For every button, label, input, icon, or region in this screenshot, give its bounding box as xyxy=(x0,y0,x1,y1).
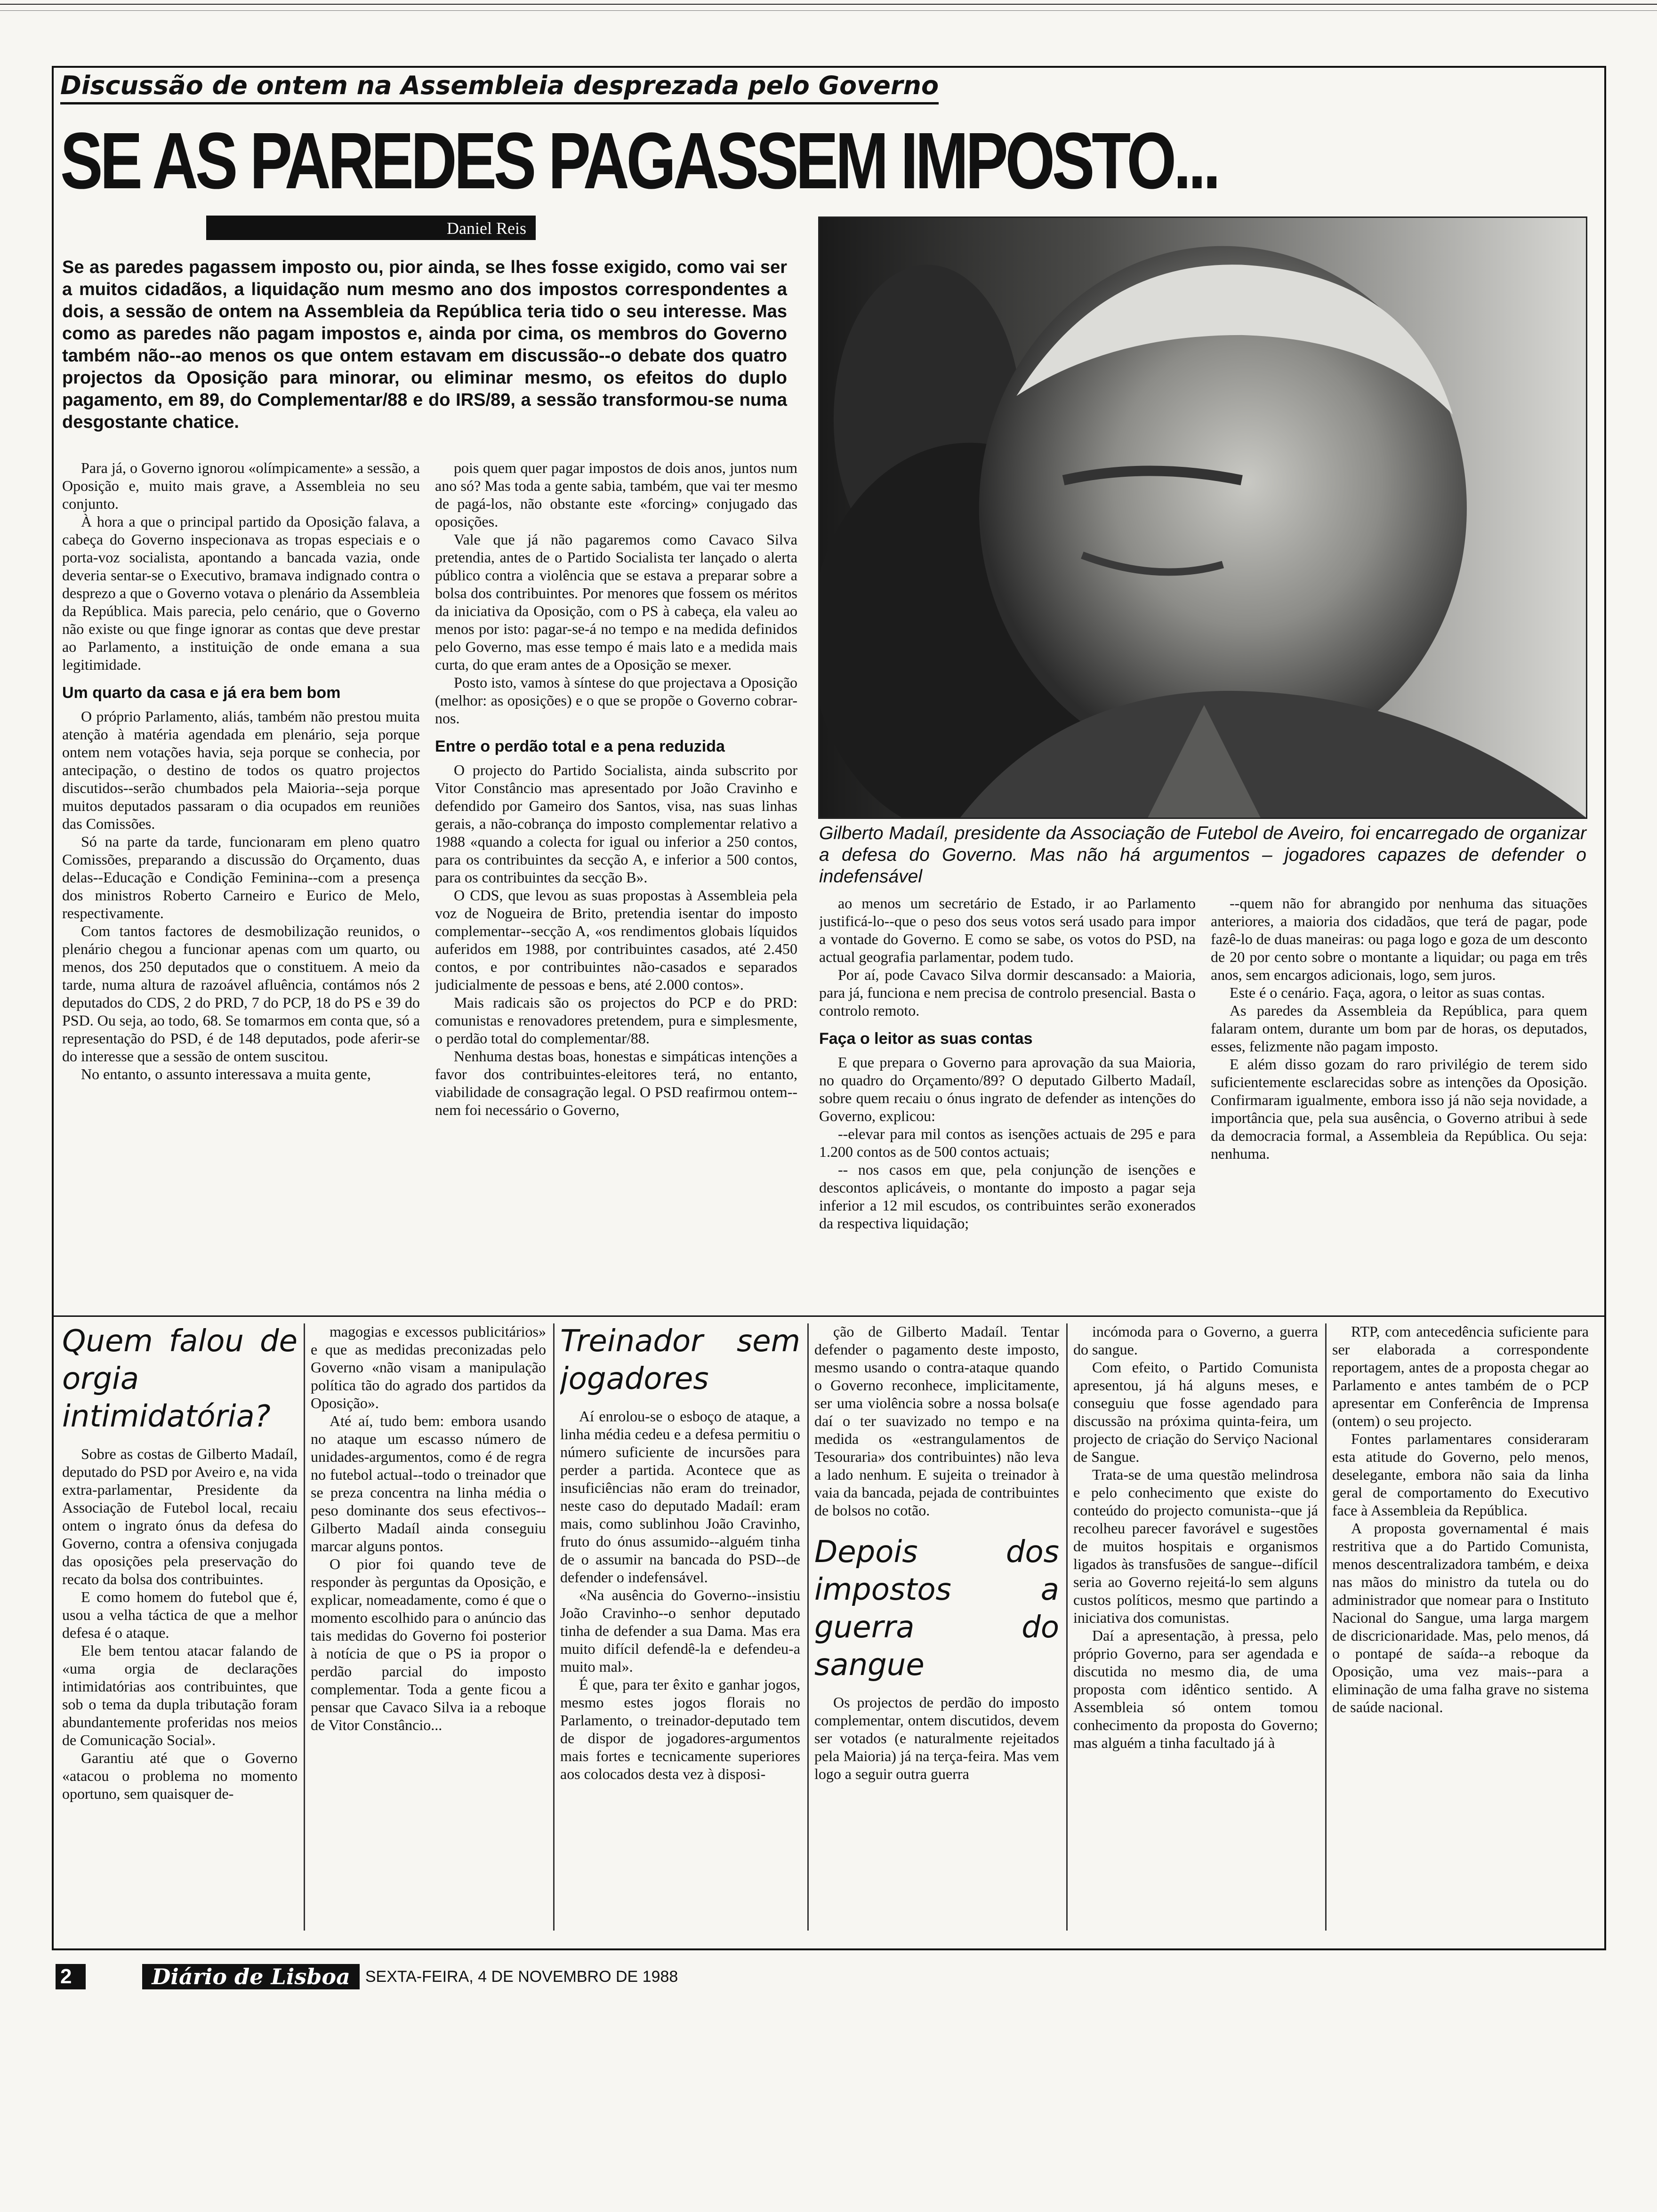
subheading: Um quarto da casa e já era bem bom xyxy=(62,684,341,702)
column-rule xyxy=(807,1323,809,1931)
paragraph: O CDS, que levou as suas propostas à Assembleia pela voz de Nogueira de Brito, pretendia isentar do imposto complementar--secção A, «os rendimentos globais líquidos auferidos em 1988, por contribuintes casados, até 2.450 contos, e por contribuintes não-casados e separados judicialmente de pessoas e bens, até 2.000 contos». xyxy=(435,887,797,993)
paragraph: Fontes parlamentares consideraram esta atitude do Governo, pelo menos, deselegante, embora não saia da linha geral de comportamento do Executivo face à Assembleia da República. xyxy=(1332,1430,1589,1519)
sidebar-column-3 xyxy=(560,1322,800,1934)
lead-paragraph: Se as paredes pagassem imposto ou, pior ainda, se lhes fosse exigido, como vai ser a muitos cidadãos, a liquidação num mesmo ano dos impostos correspondentes a dois, a sessão de ontem na Assembleia da República teria tido o seu interesse. Mas como as paredes não pagam impostos e, ainda por cima, os membros do Governo também não--ao menos os que ontem estavam em discussão--o debate dos quatro projectos da Oposição para minorar, ou eliminar mesmo, os efeitos do duplo pagamento, em 89, do Complementar/88 e do IRS/89, a sessão transformou-se numa desgostante chatice. xyxy=(62,257,787,432)
paragraph: E como homem do futebol que é, usou a velha táctica de que a melhor defesa é o ataque. xyxy=(62,1588,298,1641)
paragraph: E além disso gozam do raro privilégio de terem sido suficientemente esclarecidas sobre as intenções da Oposição. Confirmaram igualmente, embora isso já não seja novidade, a importância que, pela sua ausência, o Governo atribui à sede da democracia formal, a Assembleia da República. Ou seja: nenhuma. xyxy=(1211,1056,1587,1162)
article-column-2 xyxy=(435,459,797,1306)
photo-caption: Gilberto Madaíl, presidente da Associação de Futebol de Aveiro, foi encarregado de organizar a defesa do Governo. Mas não há argumentos – jogadores capazes de defender o indefensável xyxy=(819,823,1586,887)
paragraph: É que, para ter êxito e ganhar jogos, mesmo estes jogos florais no Parlamento, o treinador-deputado tem de dispor de jogadores-argumentos mais fortes e tecnicamente superiores aos colocados desta vez à disposi- xyxy=(560,1676,800,1782)
sidebar-title: Quem falou de orgia intimidatória? xyxy=(62,1324,298,1434)
paragraph: Vale que já não pagaremos como Cavaco Silva pretendia, antes de o Partido Socialista ter lançado o alerta público contra a violência que se estava a preparar sobre a bolsa dos contribuintes. Por menores que fossem os méritos da iniciativa da Oposição, com o PS à cabeça, ela valeu ao menos por isto: pagar-se-á no tempo e na medida definidos pelo Governo, mas esse tempo é mais lato e a medida mais curta, do que eram antes de a Oposição se mexer. xyxy=(435,531,797,673)
paragraph: Este é o cenário. Faça, agora, o leitor as suas contas. xyxy=(1230,984,1545,1001)
paragraph: RTP, com antecedência suficiente para ser elaborada a correspondente reportagem, antes de a proposta chegar ao Parlamento e antes também de o PCP apresentar em Conferência de Imprensa (ontem) o seu projecto. xyxy=(1332,1323,1589,1429)
paragraph: Daí a apresentação, à pressa, pelo próprio Governo, para ser agendada e discutida no mesmo dia, de uma proposta com idêntico sentido. A Assembleia só ontem tomou conhecimento da proposta do Governo; mas alguém a tinha facultado já à xyxy=(1073,1627,1318,1751)
page-footer xyxy=(56,1963,678,1991)
paragraph: Garantiu até que o Governo «atacou o problema no momento oportuno, sem quaisquer de- xyxy=(62,1749,298,1802)
paragraph: --elevar para mil contos as isenções actuais de 295 e para 1.200 contos as de 500 contos actuais; xyxy=(819,1125,1196,1160)
byline-bar xyxy=(206,216,536,240)
sidebar-column-1 xyxy=(62,1322,298,1934)
issue-date: SEXTA-FEIRA, 4 DE NOVEMBRO DE 1988 xyxy=(365,1967,678,1986)
paragraph: Aí enrolou-se o esboço de ataque, a linha média cedeu e a defesa permitiu o número suficiente de incursões para perder a partida. Acontece que as insuficiências não eram do treinador, neste caso do deputado Madaíl: eram mais, como sublinhou João Cravinho, fruto do ónus assumido--alguém tinha de o assumir na bancada do PSD--de defender o indefensável. xyxy=(560,1408,800,1586)
article-column-3 xyxy=(819,894,1196,1308)
paragraph: ao menos um secretário de Estado, ir ao Parlamento justificá-lo--que o peso dos seus votos será usado para impor a vontade do Governo. E como se sabe, os votos do PSD, na actual geografia parlamentar, podem tudo. xyxy=(819,895,1196,965)
paragraph: A proposta governamental é mais restritiva que a do Partido Comunista, menos descentralizadora também, e deixa nas mãos do ministro da tutela ou do administrador que nomear para o Instituto Nacional do Sangue, uma larga margem de discricionaridade. Mas, pelo menos, dá o pontapé de saída--a reboque da Oposição, uma vez mais--para a eliminação de uma falha grave no sistema de saúde nacional. xyxy=(1332,1520,1589,1715)
article-column-4 xyxy=(1211,894,1587,1308)
paragraph: À hora a que o principal partido da Oposição falava, a cabeça do Governo inspecionava as tropas especiais e o porta-voz socialista, apontando a bancada vazia, onde deveria sentar-se o Executivo, bramava indignado contra o desprezo a que o Governo votava o plenário da Assembleia da República. Mais parecia, pelo cenário, que o Governo não existe ou que finge ignorar as contas que deve prestar ao Parlamento, a instituição de onde emana a sua legitimidade. xyxy=(62,513,420,673)
paragraph: Nenhuma destas boas, honestas e simpáticas intenções a favor dos contribuintes-eleitores terá, no entanto, viabilidade de consagração legal. O PSD reafirmou ontem--nem foi necessário o Governo, xyxy=(435,1048,797,1118)
paragraph: incómoda para o Governo, a guerra do sangue. xyxy=(1073,1323,1318,1358)
paragraph: E que prepara o Governo para aprovação da sua Maioria, no quadro do Orçamento/89? O deputado Gilberto Madaíl, sobre quem recaiu o ónus ingrato de defender as intenções do Governo, explicou: xyxy=(819,1054,1196,1124)
sidebar-title: Treinador sem jogadores xyxy=(560,1324,800,1396)
article-column-1 xyxy=(62,459,420,1306)
column-rule xyxy=(1066,1323,1068,1931)
paragraph: Para já, o Governo ignorou «olímpicamente» a sessão, a Oposição e, muito mais grave, a Assembleia no seu conjunto. xyxy=(62,459,420,512)
sidebar-column-5 xyxy=(1073,1322,1318,1934)
subheading: Faça o leitor as suas contas xyxy=(819,1030,1033,1048)
paragraph: No entanto, o assunto interessava a muita gente, xyxy=(81,1066,371,1082)
paragraph: pois quem quer pagar impostos de dois anos, juntos num ano só? Mas toda a gente sabia, também, que vai ter mesmo de pagá-los, não obstante este «forcing» conjugado das oposições. xyxy=(435,459,797,530)
paragraph: As paredes da Assembleia da República, para quem falaram ontem, durante um bom par de horas, os deputados, esses, felizmente não pagam imposto. xyxy=(1211,1002,1587,1055)
paragraph: Até aí, tudo bem: embora usando no ataque um escasso número de unidades-argumentos, como é de regra no futebol actual--todo o treinador que se preza concentra na linha média o peso dominante dos seus efectivos--Gilberto Madaíl ainda conseguiu marcar alguns pontos. xyxy=(311,1412,546,1555)
paragraph: Sobre as costas de Gilberto Madaíl, deputado do PSD por Aveiro e, na vida extra-parlamentar, Presidente da Associação de Futebol local, recaiu ontem o ingrato ónus da defesa do Governo, contra a ofensiva conjugada das oposições pela preservação do recato da bolsa dos contribuintes. xyxy=(62,1445,298,1587)
byline-author: Daniel Reis xyxy=(447,219,526,238)
paragraph: O pior foi quando teve de responder às perguntas da Oposição, e explicar, nomeadamente, como é que o momento escolhido para o anúncio das tais medidas do Governo foi posterior à notícia de que o PS ia propor o perdão parcial do imposto complementar. Toda a gente ficou a pensar que Cavaco Silva ia a reboque de Vitor Constâncio... xyxy=(311,1555,546,1733)
paragraph: Só na parte da tarde, funcionaram em pleno quatro Comissões, preparando a discussão do Orçamento, duas delas--Educação e Condição Feminina--com a presença dos ministros Roberto Carneiro e Eurico de Melo, respectivamente. xyxy=(62,833,420,922)
article-kicker: Discussão de ontem na Assembleia desprezada pelo Governo xyxy=(60,71,939,104)
page-number: 2 xyxy=(56,1964,86,1989)
sidebar-title: Depois dos impostos a guerra do sangue xyxy=(814,1535,1059,1683)
section-divider xyxy=(54,1315,1604,1317)
paragraph: --quem não for abrangido por nenhuma das situações anteriores, a maioria dos cidadãos, que terá de pagar, pode fazê-lo de duas maneiras: ou paga logo e goza de um desconto de 20 por cento sobre o montante a liquidar; ou paga em três anos, sem encargos adicionais, logo, sem juros. xyxy=(1211,895,1587,983)
column-rule xyxy=(304,1323,305,1931)
sidebar-column-4 xyxy=(814,1322,1059,1934)
paragraph: Por aí, pode Cavaco Silva dormir descansado: a Maioria, para já, funciona e nem precisa de controlo presencial. Basta o controlo remoto. xyxy=(819,966,1196,1019)
paragraph: Trata-se de uma questão melindrosa e pelo conhecimento que existe do conteúdo do projecto comunista--que já recolheu parecer favorável e sugestões de muitos hospitais e organismos ligados às transfusões de sangue--difícil seria ao Governo rejeitá-lo sem alguns custos políticos, mesmo que partindo a iniciativa dos comunistas. xyxy=(1073,1466,1318,1626)
paragraph: Ele bem tentou atacar falando de «uma orgia de declarações intimidatórias aos contribuintes, que sob o tema da dupla tributação foram abundantemente proferidas nos meios de Comunicação Social». xyxy=(62,1642,298,1748)
page-top-rule xyxy=(0,4,1657,5)
article-headline: SE AS PAREDES PAGASSEM IMPOSTO... xyxy=(60,116,1218,206)
page-top-rule-thin xyxy=(0,10,1657,11)
paragraph: «Na ausência do Governo--insistiu João Cravinho--o senhor deputado tinha de defender a sua Dama. Mas era muito difícil defendê-la e defendeu-a muito mal». xyxy=(560,1587,800,1675)
portrait-photo-graphic xyxy=(820,218,1586,817)
paragraph: O projecto do Partido Socialista, ainda subscrito por Vitor Constâncio mas apresentado por João Cravinho e defendido por Gameiro dos Santos, visa, nas suas linhas gerais, a não-cobrança do imposto complementar relativo a 1988 «quando a colecta for igual ou inferior a 250 contos, para os contribuintes da secção A, e inferior a 500 contos, para os contribuintes da secção B». xyxy=(435,761,797,886)
column-rule xyxy=(553,1323,555,1931)
paragraph: Os projectos de perdão do imposto complementar, ontem discutidos, devem ser votados (e naturalmente rejeitados pela Maioria) já na terça-feira. Mas vem logo a seguir outra guerra xyxy=(814,1694,1059,1782)
paragraph: -- nos casos em que, pela conjunção de isenções e descontos aplicáveis, o montante do imposto a pagar seja inferior a 12 mil escudos, os contribuintes serão exonerados da respectiva liquidação; xyxy=(819,1161,1196,1232)
paragraph: Mais radicais são os projectos do PCP e do PRD: comunistas e renovadores pretendem, pura e simplesmente, o perdão total do complementar/88. xyxy=(435,994,797,1047)
sidebar-column-6 xyxy=(1332,1322,1589,1934)
column-rule xyxy=(1325,1323,1327,1931)
paragraph: magogias e excessos publicitários» e que as medidas preconizadas pelo Governo «não visam a manipulação política tão do agrado dos partidos da Oposição». xyxy=(311,1323,546,1411)
paragraph: ção de Gilberto Madaíl. Tentar defender o pagamento deste imposto, mesmo usando o contra-ataque quando o Governo reconhece, implicitamente, ser uma violência sobre a nossa bolsa(e daí o ter suavizado no tempo e na medida os «estrangulamentos de Tesouraria» dos contribuintes) não leva a lado nenhum. E sujeita o treinador à vaia da bancada, pejada de contribuintes de bolsos no cotão. xyxy=(814,1323,1059,1519)
paragraph: Com tantos factores de desmobilização reunidos, o plenário chegou a funcionar apenas com um quarto, ou menos, dos 250 deputados que o constituem. A meio da tarde, numa altura de razoável afluência, contámos nós 2 deputados do CDS, 2 do PRD, 7 do PCP, 18 do PS e 39 do PSD. Ou seja, ao todo, 68. Se tomarmos em conta que, só a representação do PSD, é de 148 deputados, pode aferir-se do interesse que a sessão de ontem suscitou. xyxy=(62,922,420,1065)
sidebar-column-2 xyxy=(311,1322,546,1934)
paragraph: Com efeito, o Partido Comunista apresentou, já há alguns meses, e conseguiu que fosse agendado para discussão na próxima quinta-feira, um projecto de criação do Serviço Nacional de Sangue. xyxy=(1073,1359,1318,1465)
subheading: Entre o perdão total e a pena reduzida xyxy=(435,737,725,755)
newspaper-masthead: Diário de Lisboa xyxy=(142,1964,359,1989)
paragraph: O próprio Parlamento, aliás, também não prestou muita atenção à matéria agendada em plenário, seja porque ontem nem votações havia, seja porque se conhecia, por antecipação, o destino de todos os quatro projectos discutidos--serão chumbados pela Maioria--seja porque muitos deputados passaram o dia ocupados em reuniões das Comissões. xyxy=(62,708,420,832)
paragraph: Posto isto, vamos à síntese do que projectava a Oposição (melhor: as oposições) e o que se propõe o Governo cobrar-nos. xyxy=(435,674,797,727)
portrait-photo xyxy=(818,216,1587,819)
